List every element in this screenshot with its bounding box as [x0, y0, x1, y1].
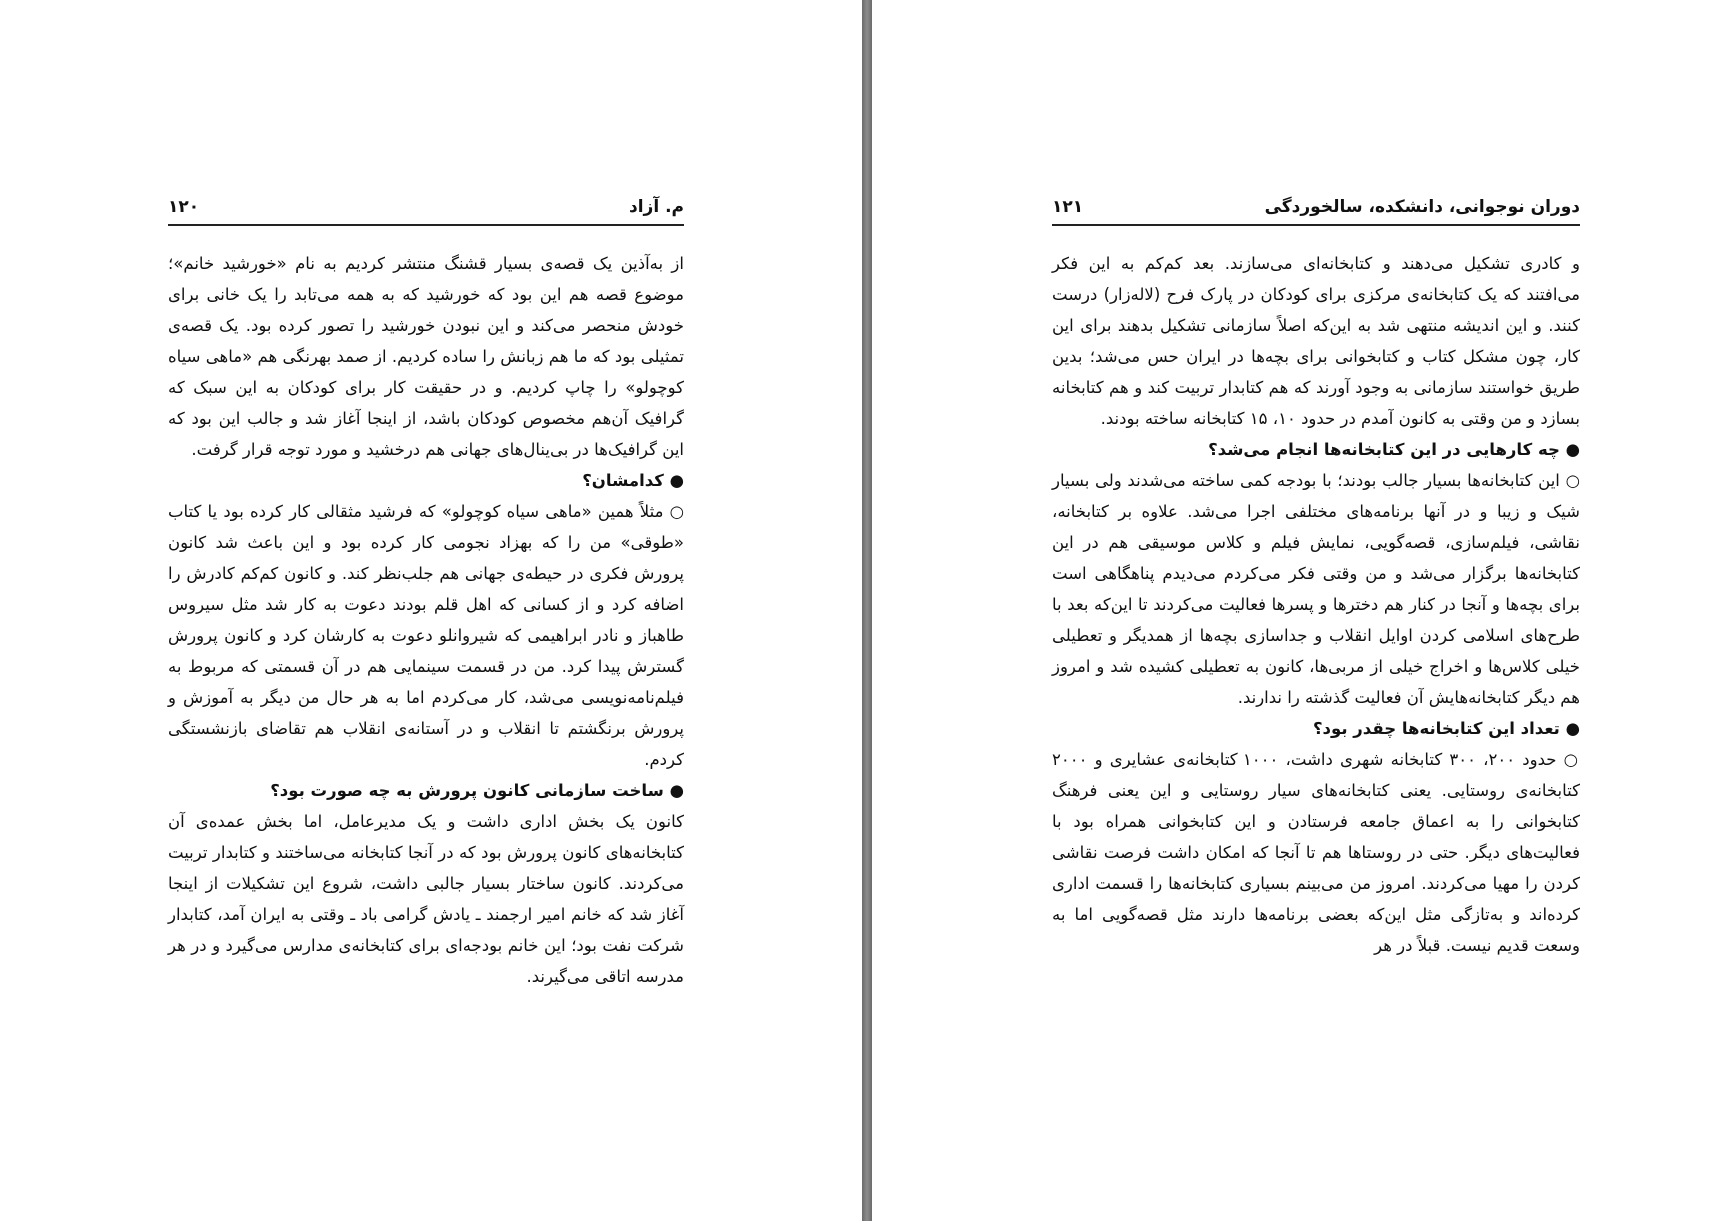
paragraph: ○ حدود ۲۰۰، ۳۰۰ کتابخانه شهری داشت، ۱۰۰۰ کتابخانه‌ی عشایری و ۲۰۰۰ کتابخانه‌ی روستایی. یعنی کتابخانه‌های سیار روستایی و این یعنی فرهنگ کتابخوانی را به اعماق جامعه فرستادن و این کتابخوانی همراه بود با فعالیت‌های دیگر. حتی در روستاها هم تا آنجا که امکان داشت فرصت نقاشی کردن را مهیا می‌کردند. امروز من می‌بینم بسیاری کتابخانه‌ها را قسمت اداری کرده‌اند و به‌تازگی مثل این‌که بعضی برنامه‌ها دارند مثل قصه‌گویی اما به وسعت قدیم نیست. قبلاً در هر	[1052, 750, 1580, 955]
page-number: ۱۲۰	[168, 197, 200, 217]
right-page	[872, 0, 1735, 1221]
running-title: دوران نوجوانی، دانشکده، سالخوردگی	[1264, 197, 1580, 217]
left-page-body	[168, 248, 684, 992]
interview-question: ● تعداد این کتابخانه‌ها چقدر بود؟	[1312, 719, 1580, 738]
header-rule	[168, 224, 684, 226]
interview-question: ● چه کارهایی در این کتابخانه‌ها انجام می‌شد؟	[1208, 440, 1580, 459]
interview-question: ● ساخت سازمانی کانون پرورش به چه صورت بود؟	[270, 781, 684, 800]
interview-question: ● کدامشان؟	[582, 471, 684, 490]
paragraph: و کادری تشکیل می‌دهند و کتابخانه‌ای می‌سازند. بعد کم‌کم به این فکر می‌افتند که یک کتابخانه‌ی مرکزی برای کودکان در پارک فرح (لاله‌زار) درست کنند. و این اندیشه منتهی شد به این‌که اصلاً سازمانی تشکیل بدهند برای این کار، چون مشکل کتاب و کتابخوانی برای بچه‌ها در ایران حس می‌شد؛ بدین طریق خواستند سازمانی به وجود آورند که هم کتابدار تربیت کند و هم کتابخانه بسازد و من وقتی به کانون آمدم در حدود ۱۰، ۱۵ کتابخانه ساخته بودند.	[1052, 254, 1580, 428]
header-rule	[1052, 224, 1580, 226]
running-author: م. آزاد	[628, 197, 684, 217]
paragraph: ○ مثلاً همین «ماهی سیاه کوچولو» که فرشید مثقالی کار کرده بود یا کتاب «طوقی» من را که بهزاد نجومی کار کرده بود و این باعث شد کانون پرورش فکری در حیطه‌ی جهانی هم جلب‌نظر کند. و کانون کم‌کم کادرش را اضافه کرد و از کسانی که اهل قلم بودند دعوت به کار شد مثل سیروس طاهباز و نادر ابراهیمی که شیروانلو دعوت به کارشان کرد و کانون پرورش گسترش پیدا کرد. من در قسمت سینمایی هم در آن قسمتی که مربوط به فیلم‌نامه‌نویسی می‌شد، کار می‌کردم اما به هر حال من دیگر به آموزش و پرورش برنگشتم تا انقلاب و در آستانه‌ی انقلاب هم تقاضای بازنشستگی کردم.	[168, 502, 684, 769]
paragraph: کانون یک بخش اداری داشت و یک مدیرعامل، اما بخش عمده‌ی آن کتابخانه‌های کانون پرورش بود که در آنجا کتابخانه می‌ساختند و کتابدار تربیت می‌کردند. کانون ساختار بسیار جالبی داشت، شروع این تشکیلات از اینجا آغاز شد که خانم امیر ارجمند ـ یادش گرامی باد ـ وقتی به ایران آمد، کتابدار شرکت نفت بود؛ این خانم بودجه‌ای برای کتابخانه‌ی مدارس می‌گیرد و در هر مدرسه اتاقی می‌گیرند.	[168, 812, 684, 986]
right-page-body	[1052, 248, 1580, 961]
paragraph: از به‌آذین یک قصه‌ی بسیار قشنگ منتشر کردیم به نام «خورشید خانم»؛ موضوع قصه هم این بود که خورشید که به همه می‌تابد را یک خانی برای خودش منحصر می‌کند و این نبودن خورشید را تصور کرده بود. یک قصه‌ی تمثیلی بود که ما هم زبانش را ساده کردیم. از صمد بهرنگی هم «ماهی سیاه کوچولو» را چاپ کردیم. و در حقیقت کار برای کودکان به این سبک که گرافیک آن‌هم مخصوص کودکان باشد، از اینجا آغاز شد و جالب این بود که این گرافیک‌ها در بی‌ینال‌های جهانی هم درخشید و مورد توجه قرار گرفت.	[168, 254, 684, 459]
book-gutter	[862, 0, 872, 1221]
right-page-header	[1052, 194, 1580, 220]
paragraph: ○ این کتابخانه‌ها بسیار جالب بودند؛ با بودجه کمی ساخته می‌شدند ولی بسیار شیک و زیبا و در آنها برنامه‌های مختلفی اجرا می‌شد. علاوه بر کتابخانه، نقاشی، فیلم‌سازی، قصه‌گویی، نمایش فیلم و کلاس موسیقی هم در این کتابخانه‌ها برگزار می‌شد و من وقتی فکر می‌کردم می‌دیدم پناهگاهی است برای بچه‌ها و آنجا در کنار هم دخترها و پسرها فعالیت می‌کردند تا این‌که بعد با طرح‌های اسلامی کردن اوایل انقلاب و جداسازی بچه‌ها از همدیگر و تعطیلی خیلی کلاس‌ها و اخراج خیلی از مربی‌ها، کانون به تعطیلی کشیده شد و امروز هم دیگر کتابخانه‌هایش آن فعالیت گذشته را ندارند.	[1052, 471, 1580, 707]
page-number: ۱۲۱	[1052, 197, 1084, 217]
left-page	[0, 0, 862, 1221]
left-page-header	[168, 194, 684, 220]
